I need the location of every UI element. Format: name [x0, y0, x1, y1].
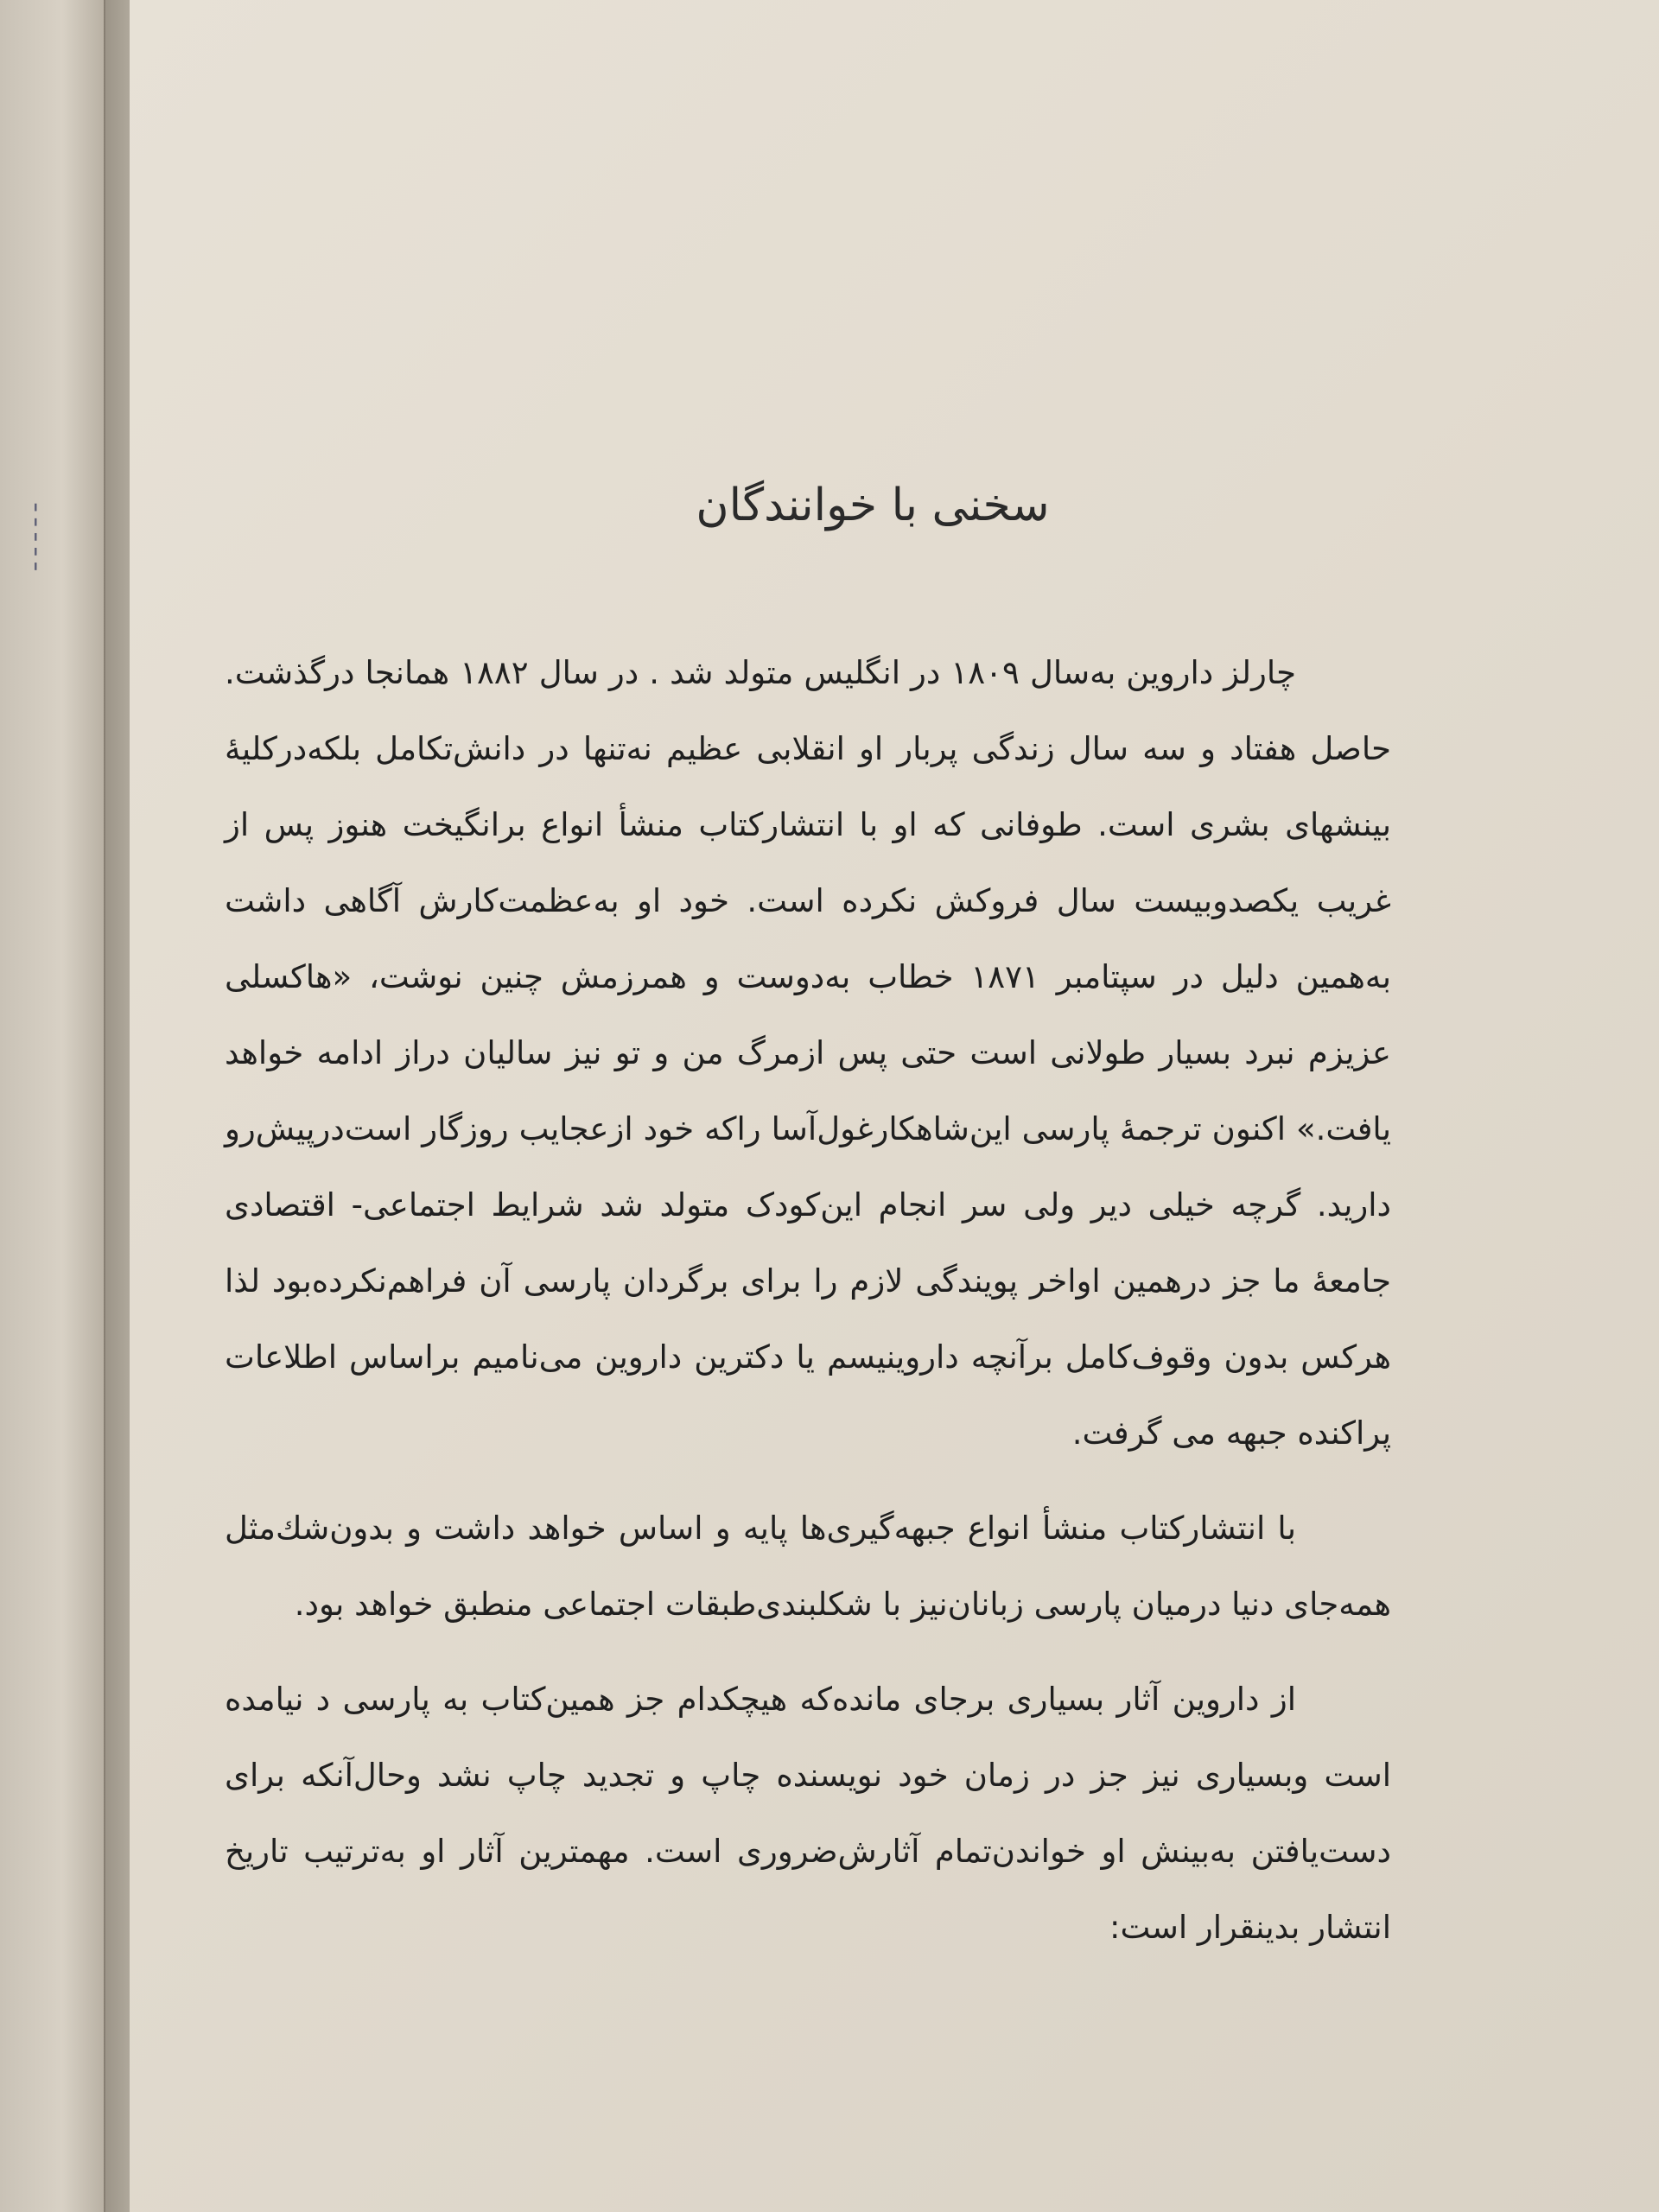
book-page	[130, 0, 1659, 2212]
page-title: سخنی با خوانندگان	[696, 480, 1050, 531]
paragraph-1: چارلز داروین به‌سال ۱۸۰۹ در انگلیس متولد شد . در سال ۱۸۸۲ همانجا درگذشت. حاصل هفتاد و سه سال زندگی پربار او انقلابی عظیم نه‌تنها در دانش‌تکامل بلکه‌درکلیهٔ بینشهای بشری است. طوفانی که او با انتشارکتاب منشأ انواع برانگیخت هنوز پس از غریب یکصدوبیست سال فروکش نکرده است. خود او به‌عظمت‌کارش آگاهی داشت به‌همین دلیل در سپتامبر ۱۸۷۱ خطاب به‌دوست و همرزمش چنین نوشت، «هاکسلی عزیزم نبرد بسیار طولانی است حتی پس ازمرگ من و تو نیز سالیان دراز ادامه خواهد یافت.» اکنون ترجمهٔ پارسی این‌شاهکارغول‌آسا راکه خود ازعجایب روزگار است‌درپیش‌رو دارید. گرچه خیلی دیر ولی سر انجام این‌کودک متولد شد شرایط اجتماعی- اقتصادی جامعهٔ ما جز درهمین اواخر پویندگی لازم را برای برگردان پارسی آن فراهم‌نکرده‌بود لذا هرکس بدون وقوف‌کامل برآنچه داروینیسم یا دکترین داروین می‌نامیم براساس اطلاعات پراکنده جبهه می گرفت.	[225, 654, 1392, 1452]
handwritten-margin-note: ـ ـ ـ ـ ـ	[29, 504, 57, 570]
paragraph-2: با انتشارکتاب منشأ انواع جبهه‌گیری‌ها پایه و اساس خواهد داشت و بدون‌شك‌مثل همه‌جای دنیا درمیان پارسی زبانان‌نیز با شکلبندی‌طبقات اجتماعی منطبق خواهد بود.	[225, 1510, 1391, 1623]
left-page-edge	[0, 0, 105, 2212]
paragraph-3: از داروین آثار بسیاری برجای مانده‌که هیچکدام جز همین‌کتاب به پارسی د نیامده است وبسیاری نیز جز در زمان خود نویسنده چاپ و تجدید چاپ نشد وحال‌آنکه برای دست‌یافتن به‌بینش او خواندن‌تمام آثارش‌ضروری است. مهمترین آثار او به‌ترتیب تاریخ انتشار بدینقرار است:	[225, 1681, 1391, 1946]
body-text	[225, 635, 1391, 1985]
